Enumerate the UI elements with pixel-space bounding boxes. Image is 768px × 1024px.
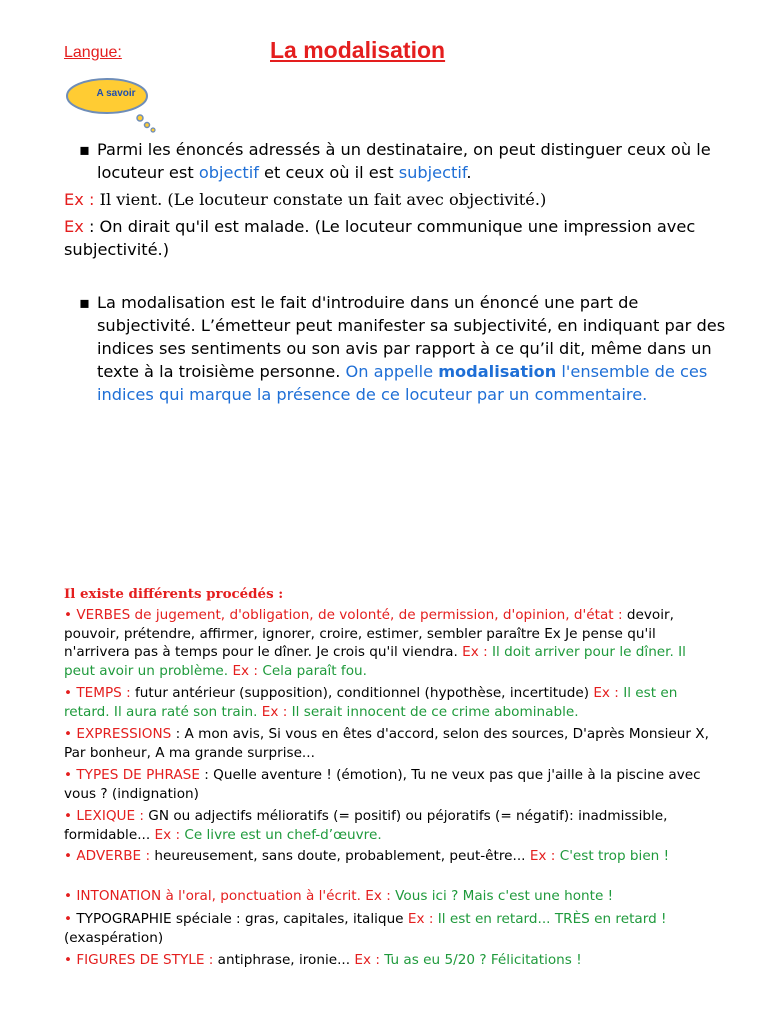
bullet-icon: • — [64, 911, 73, 927]
text: La modalisation est le fait d'introduire dans un énoncé une part de subjectivité. L’émetteur peut manifester sa subjectivité, en indiquant par des indices ses sentiments ou son avis par rapport à ce qu’il dit, même dans un texte à la troisième personne. — [97, 293, 726, 381]
bullet-icon: • — [64, 726, 73, 742]
example-1 — [64, 188, 744, 211]
example-label: Ex : — [462, 644, 488, 660]
example-text: Il vient. (Le locuteur constate un fait avec objectivité.) — [94, 190, 547, 209]
procede-item — [64, 887, 714, 906]
bullet-icon: • — [64, 607, 73, 623]
example-label: Ex : — [261, 703, 288, 720]
procede-label: LEXIQUE : — [72, 808, 144, 824]
bullet-icon: • — [64, 767, 73, 783]
procede-desc: GN ou adjectifs mélioratifs (= positif) ou péjoratifs (= négatif): inadmissible, formidable... — [64, 808, 668, 843]
procede-desc: : Quelle aventure ! (émotion), Tu ne veux pas que j'aille à la piscine avec vous ? (indignation) — [64, 767, 701, 802]
example-text: (exaspération) — [64, 929, 164, 946]
page-title: La modalisation — [270, 37, 446, 63]
bubble-label: A savoir — [96, 88, 136, 99]
procede-label: VERBES de jugement, d'obligation, de volonté, de permission, d'opinion, d'état : — [72, 607, 623, 623]
procede-item — [64, 766, 714, 803]
text: Parmi les énoncés adressés à un destinataire, on peut distinguer ceux où le locuteur est — [97, 140, 711, 182]
example-text: Il serait innocent de ce crime abominable. — [287, 703, 579, 720]
bullet-icon: • — [64, 952, 73, 968]
bullet-icon: ▪ — [79, 140, 90, 159]
example-text: Il est en retard... TRÈS en retard ! — [433, 911, 667, 927]
example-text: Ce livre est un chef-d’œuvre. — [180, 826, 382, 843]
procede-desc: futur antérieur (supposition), conditionnel (hypothèse, incertitude) — [130, 685, 594, 701]
keyword-objectif: objectif — [198, 163, 259, 182]
procede-label: INTONATION à l'oral, ponctuation à l'écrit. Ex : — [72, 888, 391, 904]
procede-label: TYPES DE PHRASE — [72, 767, 200, 783]
keyword-subjectif: subjectif — [398, 163, 467, 182]
procede-item — [64, 807, 714, 844]
paragraph-definition — [79, 291, 737, 406]
procede-desc: : A mon avis, Si vous en êtes d'accord, selon des sources, D'après Monsieur X, Par bonheur, A ma grande surprise... — [64, 726, 709, 761]
example-label: Ex — [64, 217, 84, 236]
text: . — [466, 163, 472, 182]
procede-item — [64, 910, 714, 947]
bullet-icon: • — [64, 685, 73, 701]
procede-item — [64, 725, 714, 762]
procede-label: FIGURES DE STYLE : — [72, 952, 214, 968]
procede-item — [64, 951, 714, 970]
text-blue: On appelle — [345, 362, 439, 381]
paragraph-objectif-subjectif — [79, 138, 737, 184]
procede-item — [64, 606, 714, 680]
procede-label: ADVERBE : — [72, 848, 151, 864]
keyword-modalisation: modalisation — [438, 362, 557, 381]
bullet-icon: • — [64, 808, 73, 824]
procede-desc: TYPOGRAPHIE spéciale : gras, capitales, italique — [72, 911, 408, 927]
example-label: Ex : — [529, 848, 556, 864]
procede-label: TEMPS : — [72, 685, 131, 701]
procede-desc: devoir, pouvoir, prétendre, affirmer, ignorer, croire, estimer, sembler paraître Ex Je pense qu'il n'arrivera pas à temps pour le dîner. Je crois qu'il viendra. — [64, 607, 674, 660]
bullet-icon: • — [64, 848, 73, 864]
example-2 — [64, 215, 744, 261]
text: et ceux où il est — [258, 163, 399, 182]
procede-label: EXPRESSIONS — [72, 726, 172, 742]
example-text: Cela paraît fou. — [258, 662, 367, 679]
example-label: Ex : — [154, 826, 181, 843]
bullet-icon: ▪ — [79, 293, 90, 312]
procede-item — [64, 684, 714, 721]
example-label: Ex : — [593, 685, 619, 701]
procede-item — [64, 847, 714, 866]
example-text: Tu as eu 5/20 ? Félicitations ! — [379, 952, 582, 968]
example-label: Ex : — [354, 952, 380, 968]
text-blue: l'ensemble de ces indices qui marque la présence de ce locuteur par un commentaire. — [97, 362, 708, 404]
example-label: Ex : — [232, 662, 258, 679]
example-label: Ex : — [407, 911, 434, 927]
example-text: Il doit arriver pour le dîner. Il peut avoir un problème. — [64, 644, 686, 679]
example-text: Vous ici ? Mais c'est une honte ! — [390, 888, 614, 904]
procede-desc: heureusement, sans doute, probablement, peut-être... — [150, 848, 530, 864]
example-text: Il est en retard. Il aura raté son train. — [64, 685, 678, 720]
example-text: C'est trop bien ! — [555, 848, 670, 864]
procedes-title: Il existe différents procédés : — [64, 586, 284, 602]
thought-bubble-icon — [60, 70, 170, 136]
section-label: Langue: — [64, 44, 122, 61]
bullet-icon: • — [64, 888, 73, 904]
example-label: Ex : — [64, 190, 95, 209]
procede-desc: antiphrase, ironie... — [213, 952, 355, 968]
example-text: : On dirait qu'il est malade. (Le locuteur communique une impression avec subjectivité.) — [64, 217, 696, 259]
